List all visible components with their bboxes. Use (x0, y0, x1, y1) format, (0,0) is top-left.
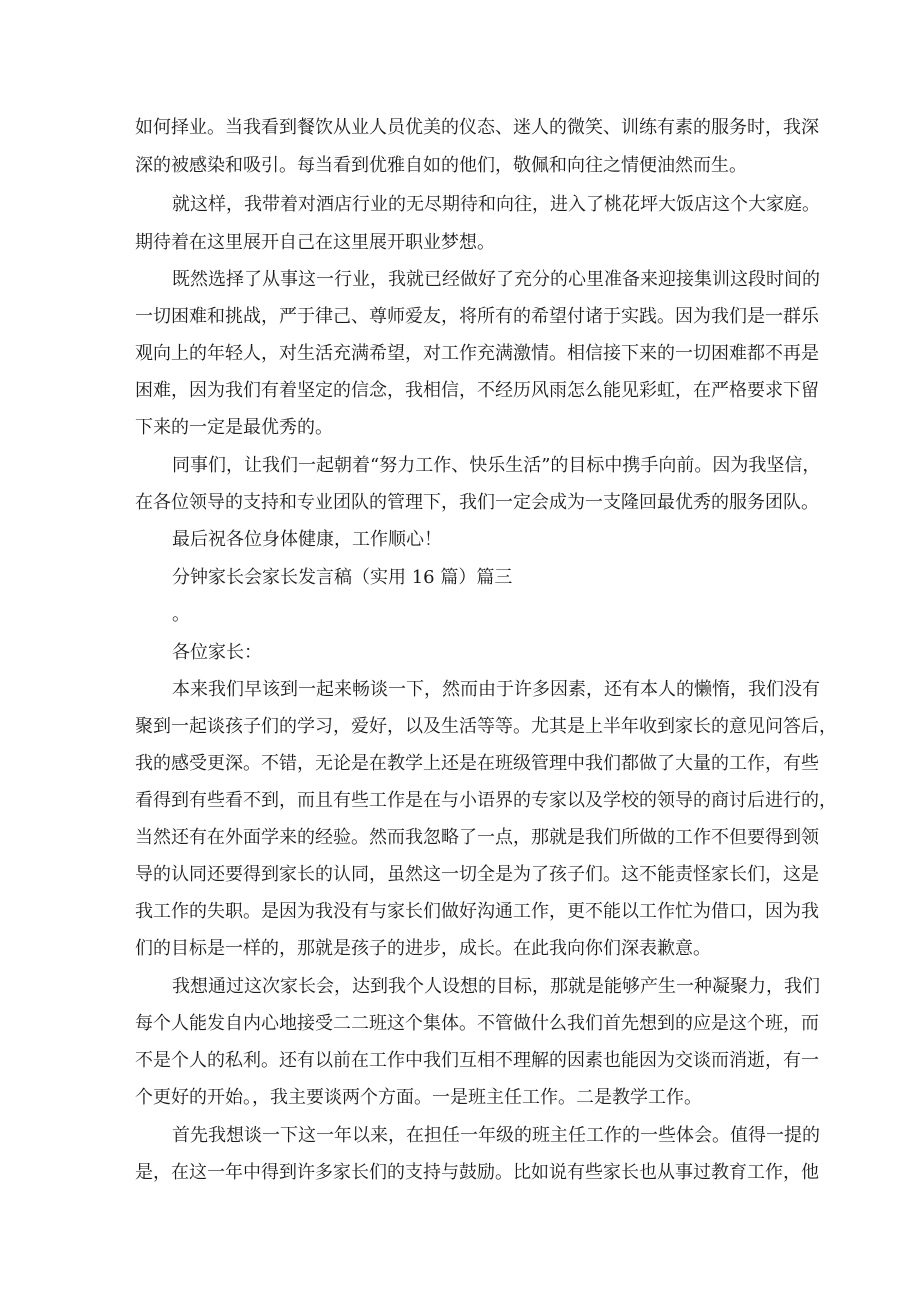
text-line: 们的目标是一样的，那就是孩子的进步，成长。在此我向你们深表歉意。 (135, 938, 711, 959)
text-line: 深的被感染和吸引。每当看到优雅自如的他们，敬佩和向往之情便油然而生。 (135, 155, 747, 176)
text-line: 聚到一起谈孩子们的学习，爱好，以及生活等等。尤其是上半年收到家长的意见问答后， (135, 716, 837, 737)
salutation: 各位家长： (172, 642, 262, 663)
text-line: 个更好的开始。，我主要谈两个方面。一是班主任工作。二是教学工作。 (135, 1087, 702, 1108)
text-line: 我工作的失职。是因为我没有与家长们做好沟通工作，更不能以工作忙为借口，因为我 (135, 901, 819, 922)
text-line: 本来我们早该到一起来畅谈一下，然而由于许多因素，还有本人的懒惰，我们没有 (172, 679, 820, 700)
text-line: 首先我想谈一下这一年以来，在担任一年级的班主任工作的一些体会。值得一提的 (172, 1125, 820, 1146)
text-line: 。 (172, 604, 190, 625)
text-line: 如何择业。当我看到餐饮从业人员优美的仪态、迷人的微笑、训练有素的服务时，我深 (135, 117, 819, 138)
text-line: 既然选择了从事这一行业，我就已经做好了充分的心里准备来迎接集训这段时间的 (172, 269, 820, 290)
text-line: 不是个人的私利。还有以前在工作中我们互相不理解的因素也能因为交谈而消逝，有一 (135, 1050, 819, 1071)
text-line: 我想通过这次家长会，达到我个人设想的目标，那就是能够产生一种凝聚力，我们 (172, 976, 820, 997)
text-line: 下来的一定是最优秀的。 (135, 417, 333, 438)
text-line: 当然还有在外面学来的经验。然而我忽略了一点，那就是我们所做的工作不但要得到领 (135, 827, 819, 848)
text-line: 就这样，我带着对酒店行业的无尽期待和向往，进入了桃花坪大饭店这个大家庭。 (172, 194, 820, 215)
text-line: 困难，因为我们有着坚定的信念，我相信，不经历风雨怎么能见彩虹，在严格要求下留 (135, 380, 819, 401)
text-line: 观向上的年轻人，对生活充满希望，对工作充满激情。相信接下来的一切困难都不再是 (135, 343, 819, 364)
text-line: 在各位领导的支持和专业团队的管理下，我们一定会成为一支隆回最优秀的服务团队。 (135, 492, 819, 513)
text-line: 期待着在这里展开自己在这里展开职业梦想。 (135, 232, 495, 253)
text-line: 每个人能发自内心地接受二二班这个集体。不管做什么我们首先想到的应是这个班，而 (135, 1013, 819, 1034)
section-heading: 分钟家长会家长发言稿（实用 16 篇）篇三 (172, 567, 513, 588)
text-line: 是，在这一年中得到许多家长们的支持与鼓励。比如说有些家长也从事过教育工作，他 (135, 1162, 819, 1183)
text-line: 同事们，让我们一起朝着“努力工作、快乐生活”的目标中携手向前。因为我坚信， (172, 455, 821, 476)
text-line: 我的感受更深。不错，无论是在教学上还是在班级管理中我们都做了大量的工作，有些 (135, 753, 819, 774)
text-line: 看得到有些看不到，而且有些工作是在与小语界的专家以及学校的领导的商讨后进行的， (135, 790, 837, 811)
text-line: 最后祝各位身体健康，工作顺心！ (172, 529, 442, 550)
text-line: 一切困难和挑战，严于律己、尊师爱友，将所有的希望付诸于实践。因为我们是一群乐 (135, 306, 819, 327)
text-line: 导的认同还要得到家长的认同，虽然这一切全是为了孩子们。这不能责怪家长们，这是 (135, 864, 819, 885)
